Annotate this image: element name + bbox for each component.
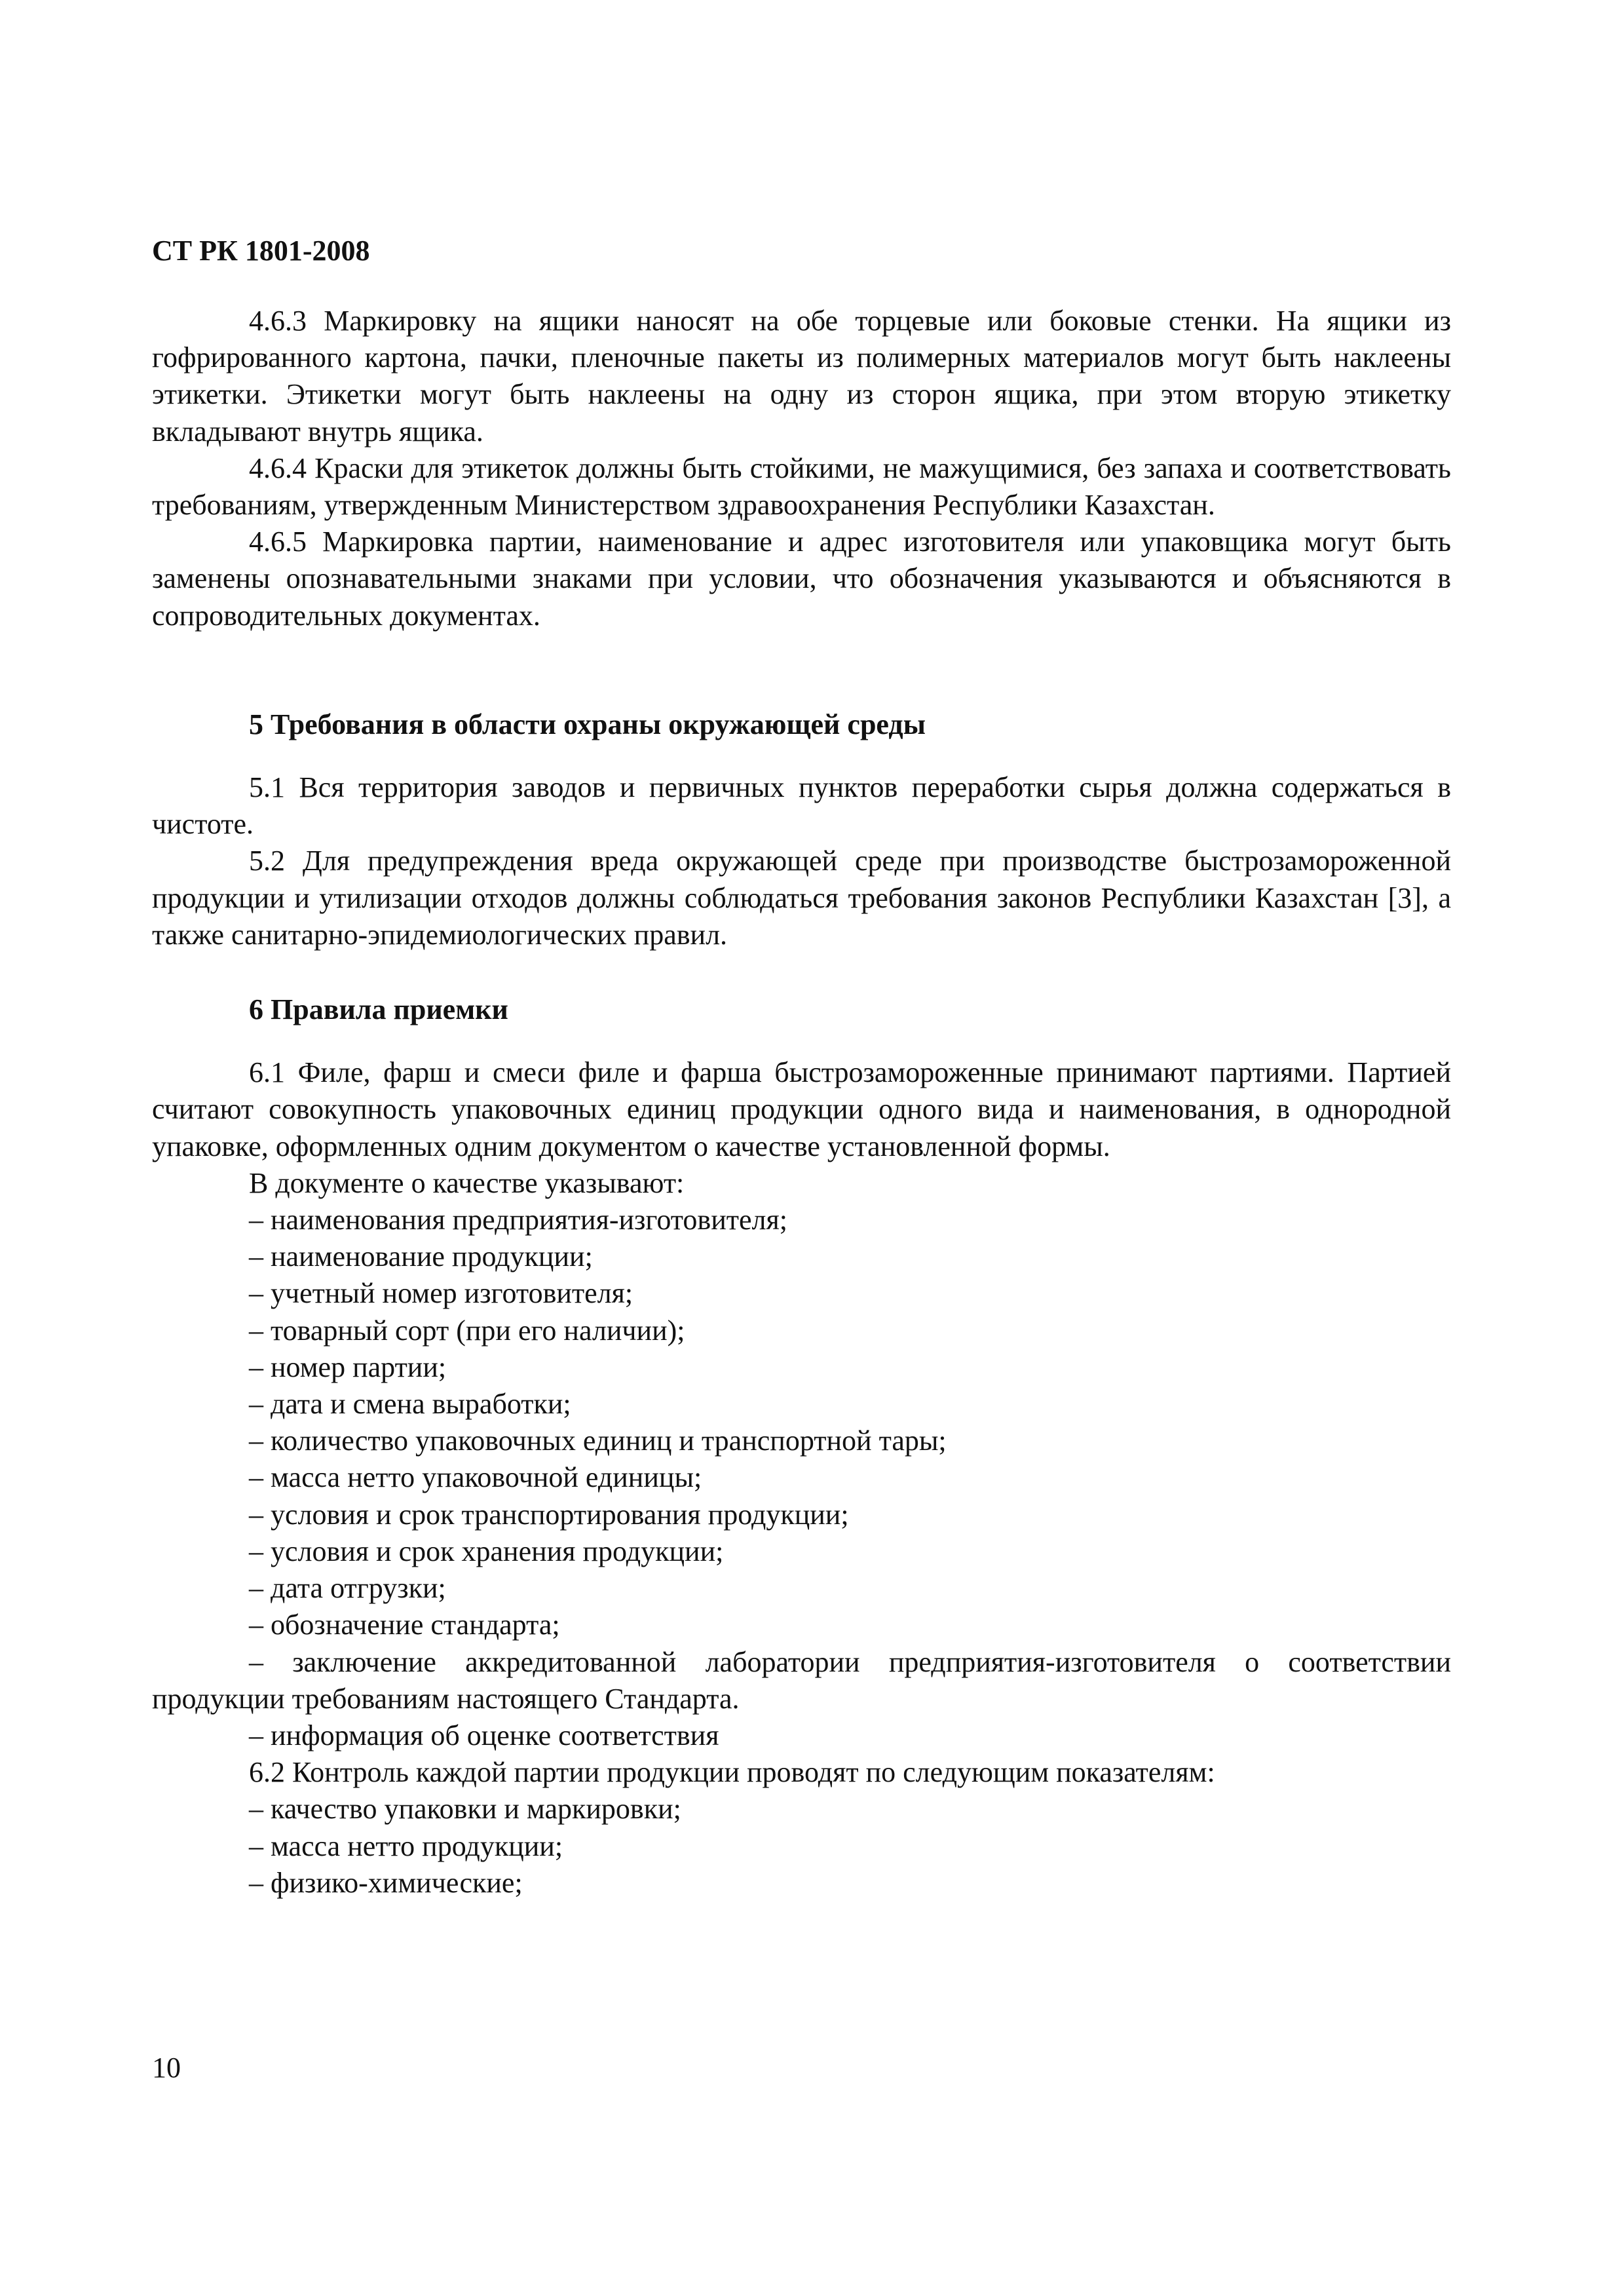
paragraph-4-6-5: 4.6.5 Маркировка партии, наименование и адрес изготовителя или упаковщика могут быть заменены опознавательными знаками при условии, что обозначения указываются и объясняются в сопроводительных документах. [152, 526, 1451, 632]
paragraph-5-2: 5.2 Для предупреждения вреда окружающей среде при производстве быстрозамороженной продукции и утилизации отходов должны соблюдаться требования законов Республики Казахстан [3], а также санитарно-эпидемиологических правил. [152, 845, 1451, 951]
list-item: – масса нетто продукции; [249, 1829, 563, 1862]
list-item: – условия и срок хранения продукции; [249, 1535, 724, 1567]
list-item: – дата отгрузки; [249, 1572, 446, 1605]
list-item: – номер партии; [249, 1350, 447, 1383]
list-item: – товарный сорт (при его наличии); [249, 1314, 685, 1347]
list-item: – заключение аккредитованной лаборатории предприятия-изготовителя о соответствии продукции требованиям настоящего Стандарта. [152, 1645, 1451, 1715]
paragraph-5-1: 5.1 Вся территория заводов и первичных пунктов переработки сырья должна содержаться в чистоте. [152, 771, 1451, 841]
list-item: – наименование продукции; [249, 1240, 593, 1273]
list-item: – качество упаковки и маркировки; [249, 1793, 681, 1826]
document-code: СТ РК 1801-2008 [152, 235, 370, 267]
list-item: – количество упаковочных единиц и транспортной тары; [249, 1425, 947, 1457]
page-content [152, 303, 1451, 1902]
control-indicators-list [152, 1791, 1451, 1902]
list-item: – информация об оценке соответствия [249, 1719, 719, 1751]
quality-document-intro: В документе о качестве указывают: [249, 1166, 685, 1199]
list-item: – условия и срок транспортирования продукции; [249, 1498, 849, 1531]
list-item: – учетный номер изготовителя; [249, 1277, 633, 1310]
list-item: – дата и смена выработки; [249, 1388, 571, 1421]
paragraph-6-1: 6.1 Филе, фарш и смеси филе и фарша быстрозамороженные принимают партиями. Партией считают совокупность упаковочных единиц продукции одного вида и наименования, в однородной упаковке, оформленных одним документом о качестве установленной формы. [152, 1056, 1451, 1162]
paragraph-6-2: 6.2 Контроль каждой партии продукции проводят по следующим показателям: [249, 1756, 1215, 1789]
paragraph-4-6-4: 4.6.4 Краски для этикеток должны быть стойкими, не мажущимися, без запаха и соответствовать требованиям, утвержденным Министерством здравоохранения Республики Казахстан. [152, 451, 1451, 522]
quality-document-list [152, 1202, 1451, 1754]
list-item: – физико-химические; [249, 1866, 523, 1899]
list-item: – наименования предприятия-изготовителя; [249, 1204, 787, 1236]
section-5-heading: 5 Требования в области охраны окружающей среды [249, 708, 926, 740]
list-item: – масса нетто упаковочной единицы; [249, 1461, 702, 1494]
page-number: 10 [152, 2052, 181, 2084]
section-6-heading: 6 Правила приемки [249, 993, 508, 1026]
list-item: – обозначение стандарта; [249, 1609, 560, 1641]
paragraph-4-6-3: 4.6.3 Маркировку на ящики наносят на обе торцевые или боковые стенки. На ящики из гофрированного картона, пачки, пленочные пакеты из полимерных материалов могут быть наклеены этикетки. Этикетки могут быть наклеены на одну из сторон ящика, при этом вторую этикетку вкладывают внутрь ящика. [152, 305, 1451, 448]
